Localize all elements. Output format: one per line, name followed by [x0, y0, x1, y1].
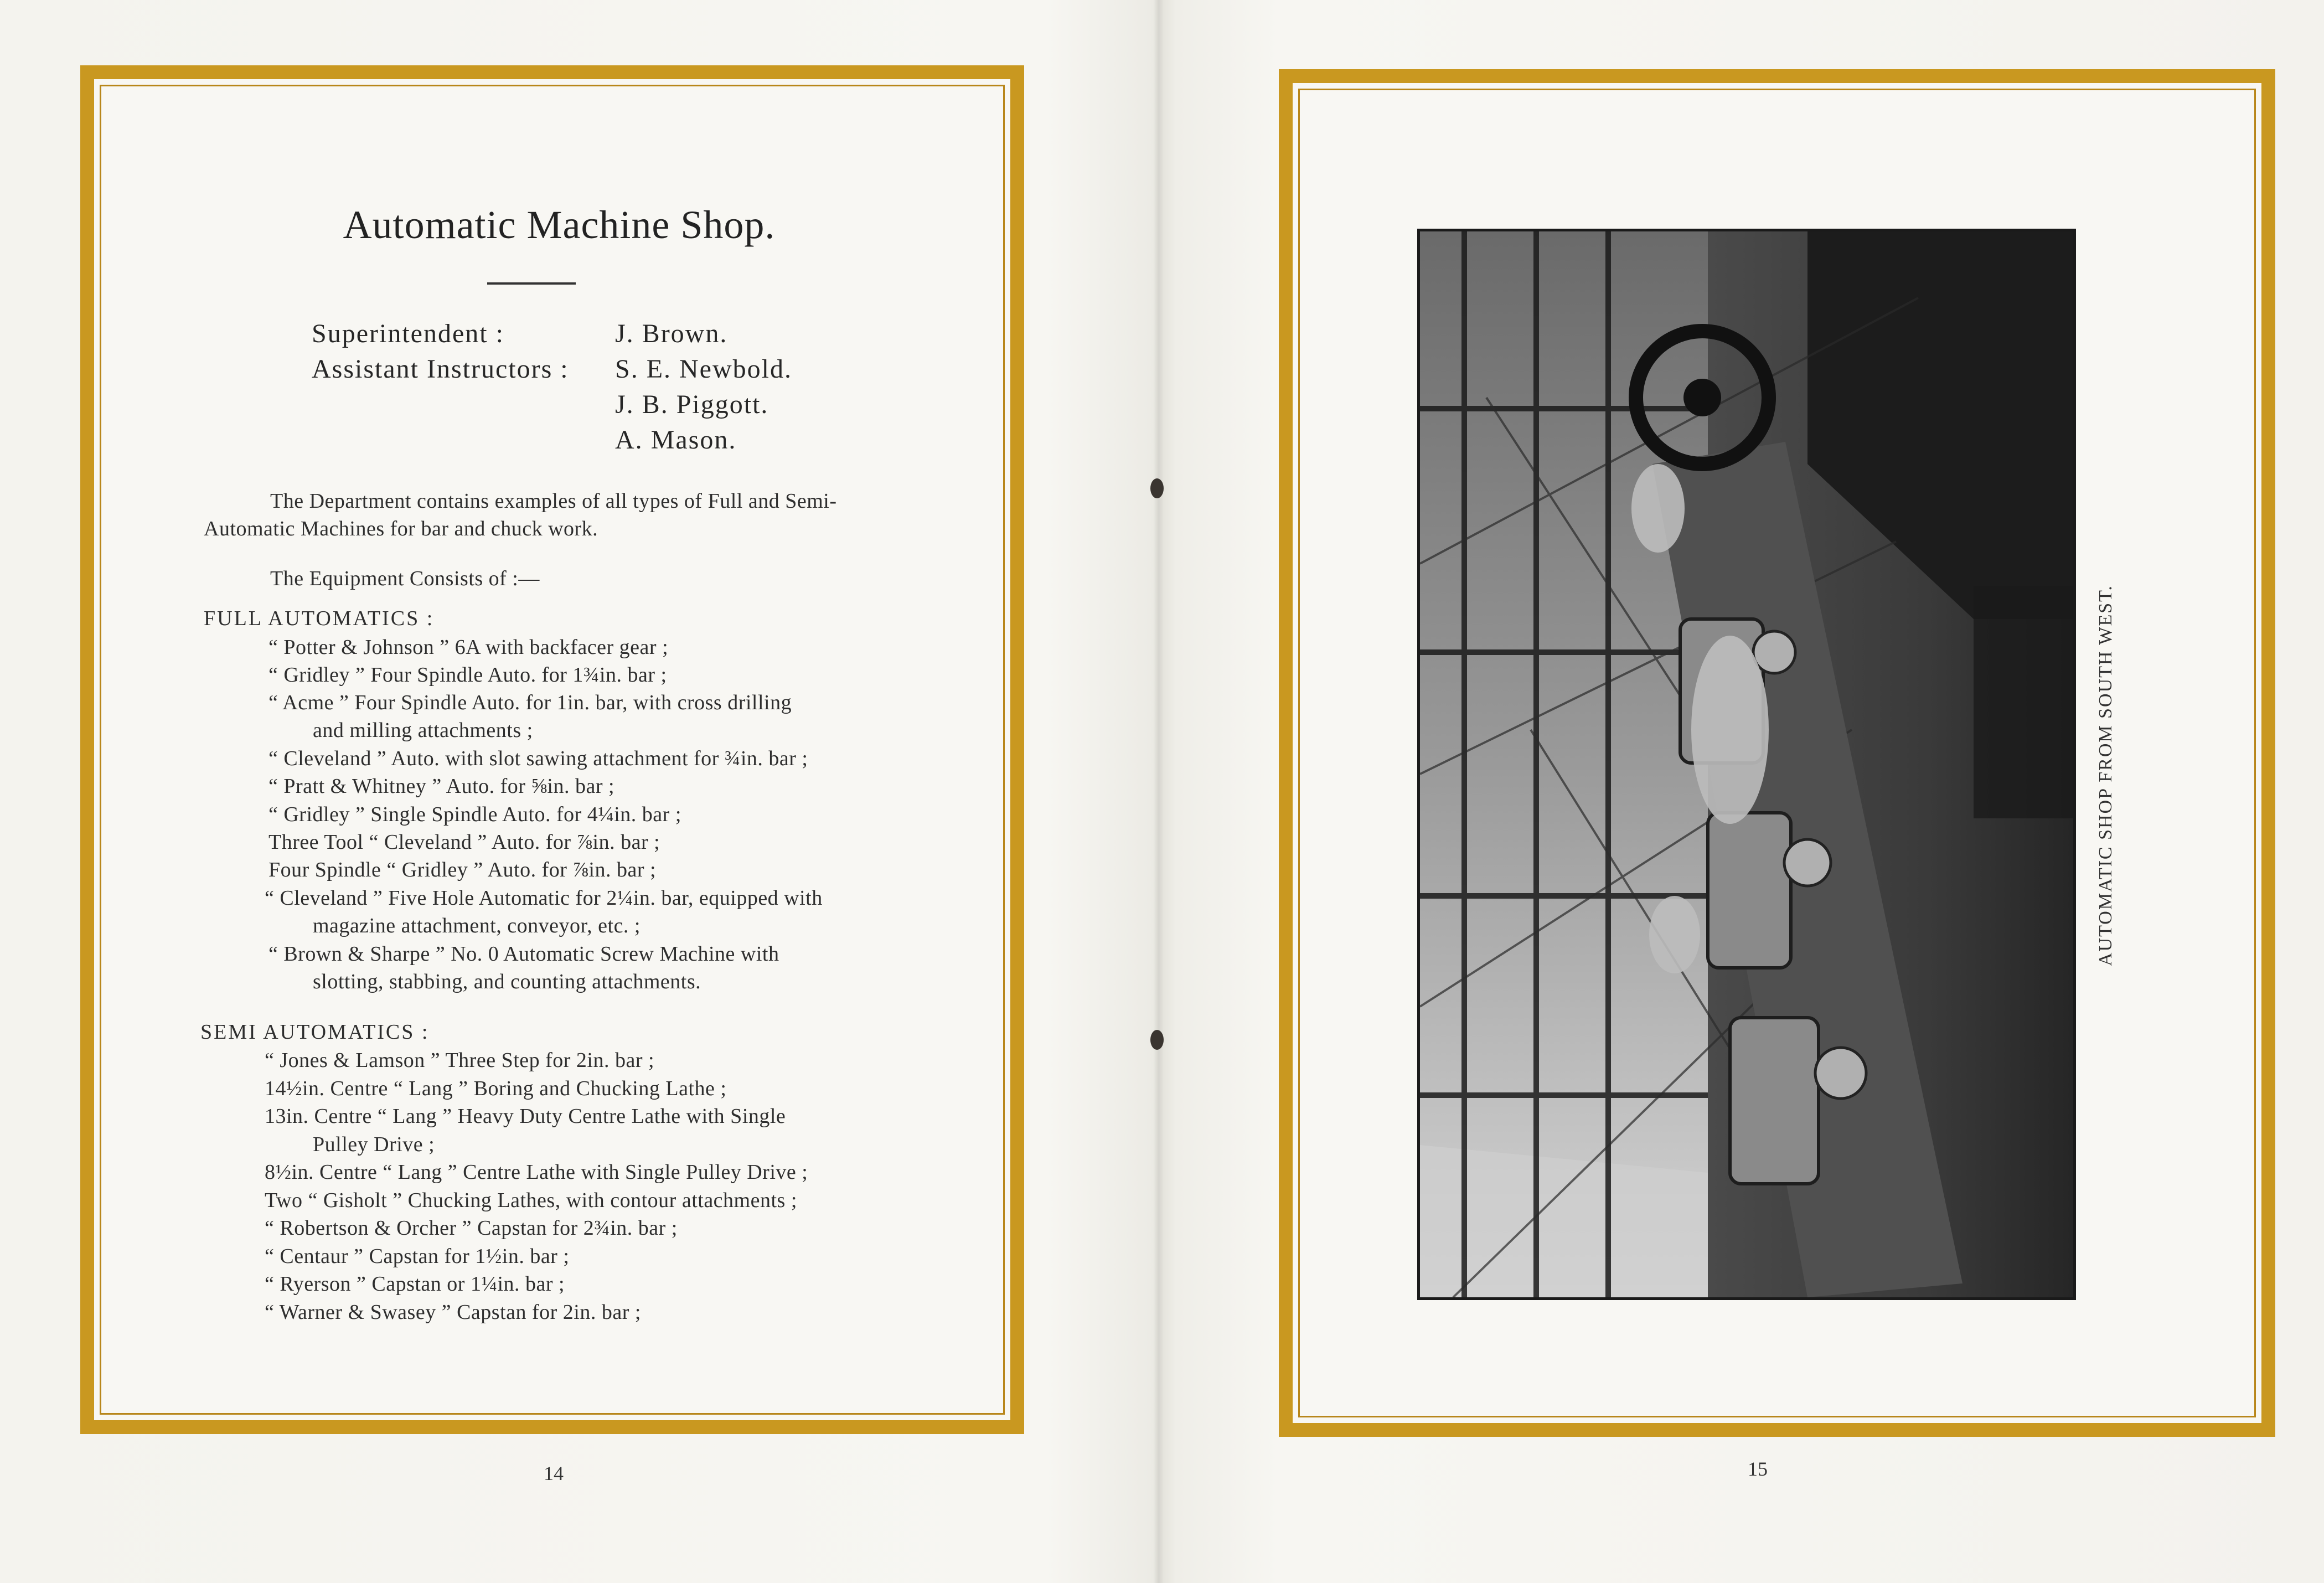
equipment-line: and milling attachments ;: [313, 719, 533, 742]
intro-paragraph-line: Automatic Machines for bar and chuck work.: [204, 517, 598, 540]
intro-paragraph-line: The Department contains examples of all types of Full and Semi-: [270, 489, 837, 513]
equipment-line: “ Centaur ” Capstan for 1½in. bar ;: [265, 1245, 570, 1268]
equipment-line: “ Warner & Swasey ” Capstan for 2in. bar ;: [265, 1301, 641, 1324]
equipment-line: Two “ Gisholt ” Chucking Lathes, with contour attachments ;: [265, 1189, 797, 1212]
equipment-line: “ Cleveland ” Five Hole Automatic for 2¼in. bar, equipped with: [265, 886, 823, 910]
left-page: [0, 0, 1158, 1583]
equipment-line: “ Gridley ” Four Spindle Auto. for 1¾in. bar ;: [268, 663, 667, 687]
equipment-line: slotting, stabbing, and counting attachments.: [313, 970, 701, 993]
workshop-photograph: [1417, 229, 2076, 1300]
staff-row: [312, 354, 792, 389]
equipment-line: “ Gridley ” Single Spindle Auto. for 4¼in. bar ;: [268, 803, 681, 826]
equipment-line: “ Cleveland ” Auto. with slot sawing attachment for ¾in. bar ;: [268, 747, 808, 770]
staff-name: J. B. Piggott.: [615, 390, 769, 419]
page-number: 15: [1748, 1458, 1768, 1480]
equipment-line: 14½in. Centre “ Lang ” Boring and Chucking Lathe ;: [265, 1077, 727, 1100]
equipment-line: magazine attachment, conveyor, etc. ;: [313, 914, 641, 937]
equipment-line: “ Potter & Johnson ” 6A with backfacer gear ;: [268, 636, 669, 659]
staff-list: [312, 318, 792, 460]
page-number: 14: [544, 1462, 564, 1484]
equipment-intro: The Equipment Consists of :—: [270, 567, 540, 590]
equipment-line: Four Spindle “ Gridley ” Auto. for ⅞in. bar ;: [268, 858, 657, 881]
equipment-line: “ Brown & Sharpe ” No. 0 Automatic Screw Machine with: [268, 942, 779, 966]
staff-row: [312, 425, 792, 460]
equipment-line: 13in. Centre “ Lang ” Heavy Duty Centre Lathe with Single: [265, 1105, 786, 1128]
photo-caption: AUTOMATIC SHOP FROM SOUTH WEST.: [2095, 585, 2116, 966]
equipment-line: “ Acme ” Four Spindle Auto. for 1in. bar, with cross drilling: [268, 691, 792, 714]
staff-row: [312, 389, 792, 425]
staff-name: S. E. Newbold.: [615, 354, 792, 384]
staff-role: Superintendent :: [312, 319, 504, 348]
title-divider: [487, 282, 576, 285]
equipment-line: “ Ryerson ” Capstan or 1¼in. bar ;: [265, 1272, 565, 1296]
workshop-photo-illustration: [1420, 231, 2073, 1297]
page-title: Automatic Machine Shop.: [343, 203, 776, 247]
equipment-line: “ Jones & Lamson ” Three Step for 2in. bar ;: [265, 1049, 655, 1072]
staff-name: A. Mason.: [615, 425, 737, 455]
equipment-line: “ Pratt & Whitney ” Auto. for ⅝in. bar ;: [268, 775, 615, 798]
semi-automatics-heading: SEMI AUTOMATICS :: [200, 1020, 430, 1044]
staff-name: J. Brown.: [615, 319, 728, 348]
equipment-line: 8½in. Centre “ Lang ” Centre Lathe with Single Pulley Drive ;: [265, 1161, 808, 1184]
staff-row: [312, 318, 792, 354]
equipment-line: “ Robertson & Orcher ” Capstan for 2¾in. bar ;: [265, 1216, 678, 1240]
equipment-line: Three Tool “ Cleveland ” Auto. for ⅞in. bar ;: [268, 831, 660, 854]
equipment-line: Pulley Drive ;: [313, 1133, 435, 1156]
staff-role: Assistant Instructors :: [312, 354, 569, 384]
full-automatics-heading: FULL AUTOMATICS :: [204, 607, 435, 630]
